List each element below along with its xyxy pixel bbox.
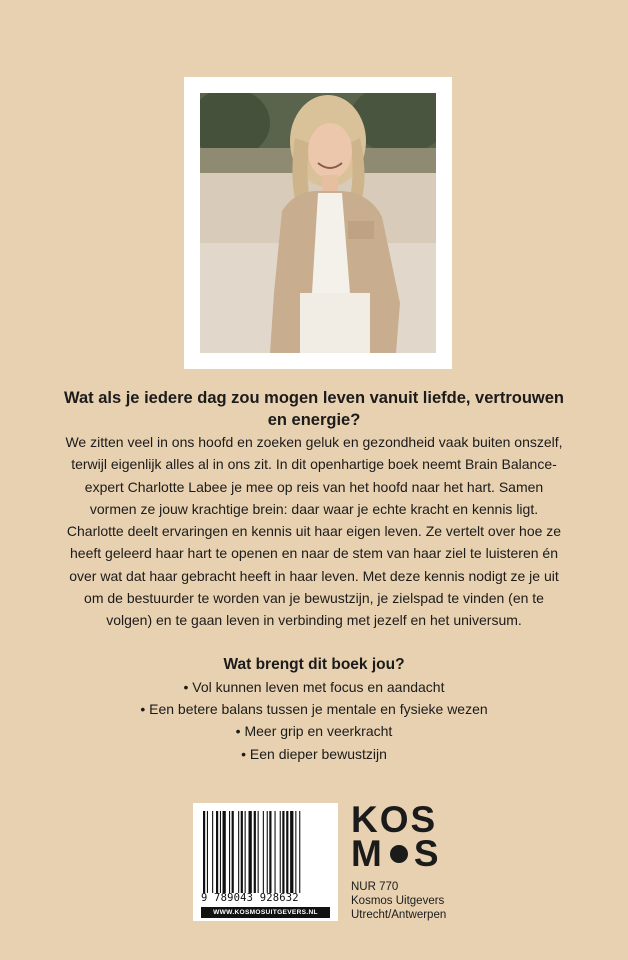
- barcode-bar: [254, 811, 256, 893]
- barcode-bar: [212, 811, 213, 893]
- barcode-bar: [245, 811, 246, 893]
- barcode-bar: [229, 811, 230, 893]
- barcode-bar: [290, 811, 293, 893]
- barcode-icon: [203, 811, 328, 893]
- publisher-url: WWW.KOSMOSUITGEVERS.NL: [201, 907, 330, 918]
- barcode-bar: [263, 811, 264, 893]
- barcode-bar: [299, 811, 300, 893]
- nur-code: NUR 770: [351, 881, 399, 893]
- paragraph-author: Charlotte deelt ervaringen en kennis uit haar eigen leven. Ze vertelt over hoe ze heeft geleerd haar hart te openen en naar de stem van haar ziel te luisteren én over wat dat haar gebracht heeft in haar leven. Met deze kennis nodigt ze je uit om de bestuurder te worden van je bewustzijn, je zielspad te vinden (en te volgen) en te gaan leven in verbinding met jezelf en het universum.: [66, 523, 562, 629]
- barcode-bar: [220, 811, 221, 893]
- sub-headline: Wat brengt dit boek jou?: [223, 655, 405, 673]
- barcode-bar: [241, 811, 243, 893]
- barcode-bar: [269, 811, 271, 893]
- kosmos-logo: [351, 799, 441, 874]
- logo-line-1: KOS: [351, 799, 438, 840]
- publisher-info: [351, 880, 446, 922]
- logo-letter-s: S: [413, 833, 441, 874]
- barcode-bar: [275, 811, 276, 893]
- barcode-bar: [249, 811, 252, 893]
- barcode-bar: [286, 811, 288, 893]
- barcode-bar: [282, 811, 284, 893]
- logo-line-2: [351, 833, 441, 874]
- logo-dot-icon: [390, 845, 408, 863]
- barcode-bar: [223, 811, 226, 893]
- back-cover-text: [60, 387, 568, 765]
- headline: Wat als je iedere dag zou mogen leven vanuit liefde, vertrouwen en energie?: [63, 389, 564, 429]
- list-item: • Vol kunnen leven met focus en aandacht: [183, 678, 445, 695]
- publisher-city: Utrecht/Antwerpen: [351, 909, 447, 921]
- list-item: • Een betere balans tussen je mentale en fysieke wezen: [140, 700, 488, 717]
- photo-frame: [184, 77, 452, 369]
- barcode-bar: [207, 811, 208, 893]
- logo-letter-m: M: [351, 833, 384, 874]
- publisher-name: Kosmos Uitgevers: [351, 895, 445, 907]
- paragraph-intro: We zitten veel in ons hoofd en zoeken geluk en gezondheid vaak buiten onszelf, terwijl eigenlijk alles al in ons zit. In dit openhartige boek neemt Brain Balance-expert Charlotte Labee je mee op reis van het hoofd naar het hart. Samen vormen ze jouw krachtige brein: daar waar je echte kracht en kennis ligt.: [65, 434, 563, 517]
- list-item: • Een dieper bewustzijn: [241, 745, 387, 762]
- barcode-bar: [203, 811, 205, 893]
- benefit-list: [60, 676, 568, 765]
- barcode-bar: [216, 811, 218, 893]
- isbn-barcode: [193, 803, 338, 921]
- barcode-bar: [232, 811, 234, 893]
- author-portrait-photo: [200, 93, 436, 353]
- barcode-bar: [238, 811, 239, 893]
- barcode-bar: [267, 811, 268, 893]
- barcode-bar: [280, 811, 281, 893]
- list-item: • Meer grip en veerkracht: [235, 723, 393, 740]
- isbn-number: 9 789043 928632: [201, 892, 299, 904]
- barcode-bar: [295, 811, 296, 893]
- barcode-bar: [258, 811, 259, 893]
